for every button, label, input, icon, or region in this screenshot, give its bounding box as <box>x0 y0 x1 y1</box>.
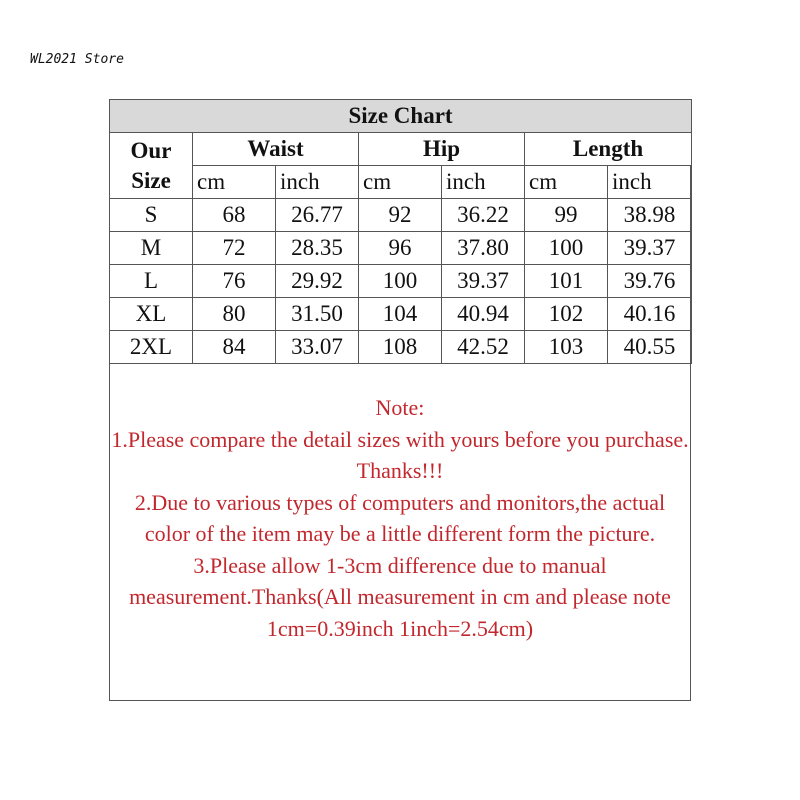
table-cell: 102 <box>525 298 608 331</box>
note-section <box>110 392 690 644</box>
hip-header: Hip <box>359 133 525 166</box>
our-size-label-line2: Size <box>131 167 171 193</box>
note-item-1: 1.Please compare the detail sizes with yours before you purchase. Thanks!!! <box>111 426 689 483</box>
unit-header: inch <box>442 166 525 199</box>
table-cell: 28.35 <box>276 232 359 265</box>
length-header: Length <box>525 133 692 166</box>
note-heading: Note: <box>375 395 425 420</box>
size-table <box>109 99 692 364</box>
table-cell: 29.92 <box>276 265 359 298</box>
table-cell: 68 <box>193 199 276 232</box>
table-cell: 42.52 <box>442 331 525 364</box>
table-row <box>110 232 692 265</box>
table-cell: 101 <box>525 265 608 298</box>
table-cell: 36.22 <box>442 199 525 232</box>
table-row <box>110 331 692 364</box>
table-cell: 40.16 <box>608 298 692 331</box>
table-cell: 99 <box>525 199 608 232</box>
note-item-2: 2.Due to various types of computers and monitors,the actual color of the item may be a little different form the picture. <box>134 489 666 546</box>
table-cell: 40.94 <box>442 298 525 331</box>
table-cell: 39.37 <box>608 232 692 265</box>
size-chart-sheet <box>109 99 691 701</box>
unit-header: cm <box>359 166 442 199</box>
size-cell: XL <box>110 298 193 331</box>
size-chart-title: Size Chart <box>110 100 692 133</box>
table-row <box>110 199 692 232</box>
table-cell: 40.55 <box>608 331 692 364</box>
size-cell: S <box>110 199 193 232</box>
table-cell: 26.77 <box>276 199 359 232</box>
unit-header: cm <box>525 166 608 199</box>
table-row <box>110 298 692 331</box>
size-cell: L <box>110 265 193 298</box>
table-row <box>110 265 692 298</box>
our-size-header <box>110 133 193 199</box>
table-cell: 39.76 <box>608 265 692 298</box>
table-cell: 104 <box>359 298 442 331</box>
table-cell: 100 <box>525 232 608 265</box>
table-cell: 33.07 <box>276 331 359 364</box>
unit-header: cm <box>193 166 276 199</box>
table-cell: 31.50 <box>276 298 359 331</box>
table-cell: 84 <box>193 331 276 364</box>
unit-header: inch <box>276 166 359 199</box>
table-cell: 108 <box>359 331 442 364</box>
table-cell: 80 <box>193 298 276 331</box>
size-cell: M <box>110 232 193 265</box>
table-cell: 37.80 <box>442 232 525 265</box>
table-cell: 76 <box>193 265 276 298</box>
our-size-label-line1: Our <box>130 137 172 163</box>
unit-header: inch <box>608 166 692 199</box>
note-item-3: 3.Please allow 1-3cm difference due to manual measurement.Thanks(All measurement in cm and please note 1cm=0.39inch 1inch=2.54cm) <box>129 552 671 641</box>
table-cell: 72 <box>193 232 276 265</box>
table-cell: 92 <box>359 199 442 232</box>
table-cell: 96 <box>359 232 442 265</box>
table-cell: 39.37 <box>442 265 525 298</box>
table-cell: 103 <box>525 331 608 364</box>
table-cell: 100 <box>359 265 442 298</box>
size-cell: 2XL <box>110 331 193 364</box>
table-cell: 38.98 <box>608 199 692 232</box>
waist-header: Waist <box>193 133 359 166</box>
store-watermark: WL2021 Store <box>30 52 124 67</box>
